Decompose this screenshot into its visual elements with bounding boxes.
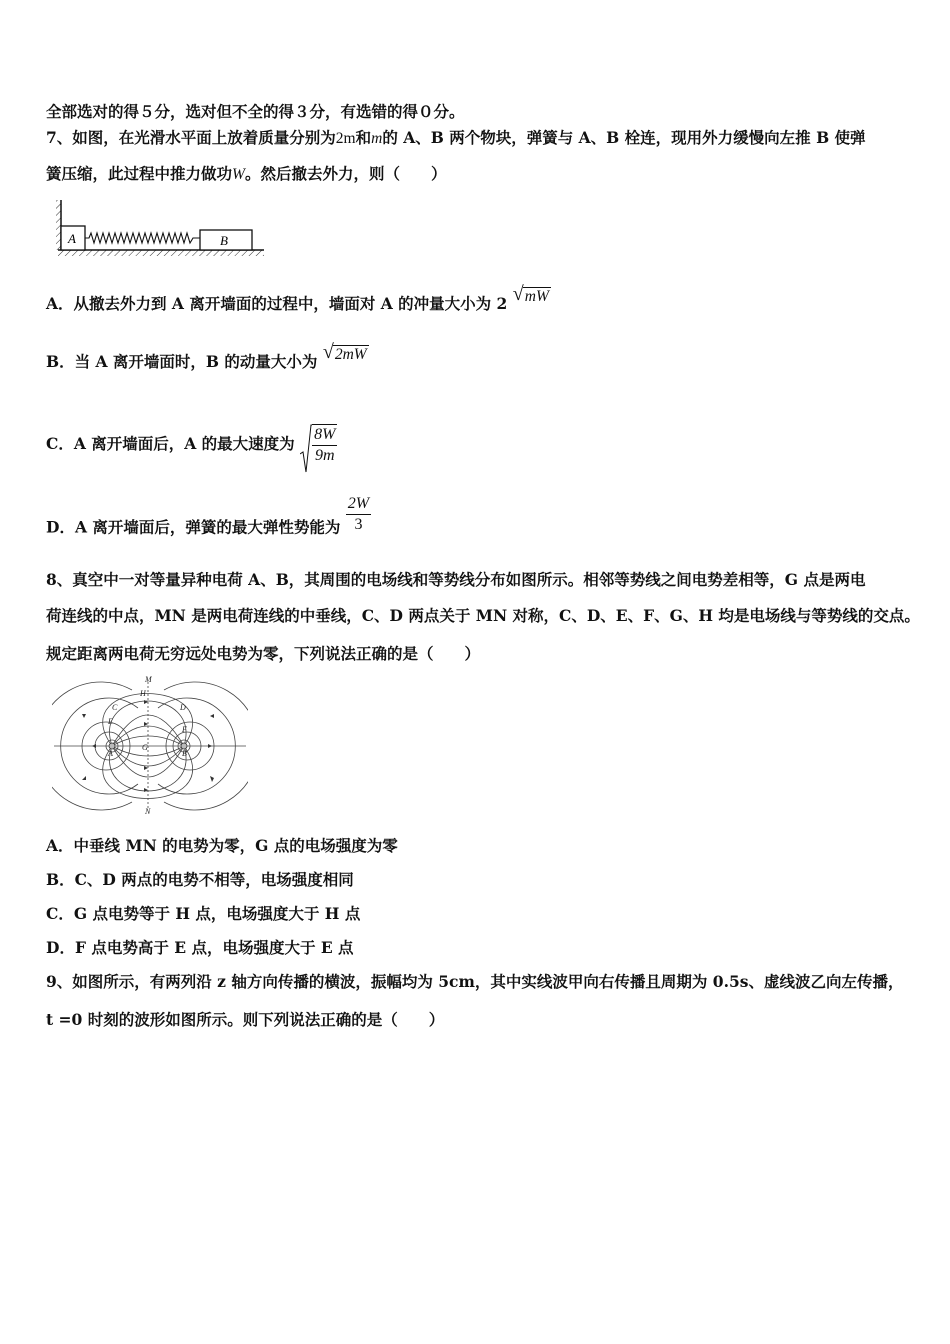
q9-stem-line1: 9、如图所示，有两列沿 z 轴方向传播的横波，振幅均为 5cm，其中实线波甲向右传播且周期为 0.5s、虚线波乙向左传播， xyxy=(46,972,904,991)
q7-mass-m: m xyxy=(371,130,383,147)
option-text: C．A 离开墙面后，A 的最大速度为 xyxy=(46,434,295,453)
q7-text: 簧压缩，此过程中推力做功 xyxy=(46,164,233,183)
radicand: 2mW xyxy=(334,346,367,363)
fraction xyxy=(312,424,337,466)
label-g: G xyxy=(142,743,148,752)
numerator: 8W xyxy=(314,426,336,443)
radical-sign xyxy=(300,424,312,474)
q7-option-b[interactable] xyxy=(46,341,369,373)
numerator: 2W xyxy=(347,495,370,512)
q7-option-a[interactable] xyxy=(46,283,551,315)
label-b: B xyxy=(182,749,187,758)
fraction xyxy=(346,494,371,535)
q7-spring-figure xyxy=(54,196,266,258)
q7-text: 的 A、B 两个物块，弹簧与 A、B 栓连，现用外力缓慢向左推 B 使弹 xyxy=(382,128,866,147)
q8-option-b[interactable]: B．C、D 两点的电势不相等，电场强度相同 xyxy=(46,870,354,889)
q8-option-d[interactable]: D．F 点电势高于 E 点，电场强度大于 E 点 xyxy=(46,938,354,957)
q8-stem-line1: 8、真空中一对等量异种电荷 A、B，其周围的电场线和等势线分布如图所示。相邻等势线之间电势差相等，G 点是两电 xyxy=(46,570,866,589)
sqrt-expression: √ mW xyxy=(512,283,549,305)
option-text: B．当 A 离开墙面时，B 的动量大小为 xyxy=(46,352,318,371)
sqrt-fraction xyxy=(300,424,337,466)
q7-text: 。然后撤去外力，则（ ） xyxy=(244,164,447,183)
q8-option-c[interactable]: C．G 点电势等于 H 点，电场强度大于 H 点 xyxy=(46,904,361,923)
q7-mass-2m: 2m xyxy=(335,130,356,147)
label-f: F xyxy=(182,725,187,734)
label-n: N xyxy=(145,807,151,816)
label-e: E xyxy=(108,717,113,726)
q7-option-c[interactable] xyxy=(46,424,337,466)
scoring-intro: 全部选对的得５分，选对但不全的得３分，有选错的得０分。 xyxy=(46,102,465,121)
q7-stem-line1 xyxy=(46,128,866,149)
denominator: 9m xyxy=(314,447,335,464)
label-a: A xyxy=(108,749,113,758)
label-d: D xyxy=(180,703,186,712)
option-text: D．A 离开墙面后，弹簧的最大弹性势能为 xyxy=(46,517,341,537)
label-h: H xyxy=(140,689,146,698)
q8-field-figure xyxy=(52,676,248,816)
q8-stem-line3: 规定距离两电荷无穷远处电势为零，下列说法正确的是（ ） xyxy=(46,644,481,663)
label-m: M xyxy=(145,676,152,684)
q7-work-w: W xyxy=(232,166,245,183)
sqrt-expression: √ 2mW xyxy=(322,341,367,363)
option-text: A．从撤去外力到 A 离开墙面的过程中，墙面对 A 的冲量大小为 2 xyxy=(46,294,508,313)
q7-stem-line2 xyxy=(46,164,446,185)
spring xyxy=(85,233,200,243)
q7-text: 7、如图，在光滑水平面上放着质量分别为 xyxy=(46,128,336,147)
q7-text: 和 xyxy=(355,128,372,147)
label-c: C xyxy=(112,703,118,712)
q8-stem-line2: 荷连线的中点，MN 是两电荷连线的中垂线，C、D 两点关于 MN 对称，C、D、E、F、G、H 均是电场线与等势线的交点。 xyxy=(46,606,920,625)
radicand: mW xyxy=(524,288,549,305)
denominator: 3 xyxy=(354,516,363,533)
block-b-label: B xyxy=(220,233,228,248)
q9-stem-line2: t =0 时刻的波形如图所示。则下列说法正确的是（ ） xyxy=(46,1010,445,1029)
block-a-label: A xyxy=(68,231,76,246)
q7-option-d[interactable] xyxy=(46,495,371,549)
q8-option-a[interactable]: A．中垂线 MN 的电势为零，G 点的电场强度为零 xyxy=(46,836,398,855)
